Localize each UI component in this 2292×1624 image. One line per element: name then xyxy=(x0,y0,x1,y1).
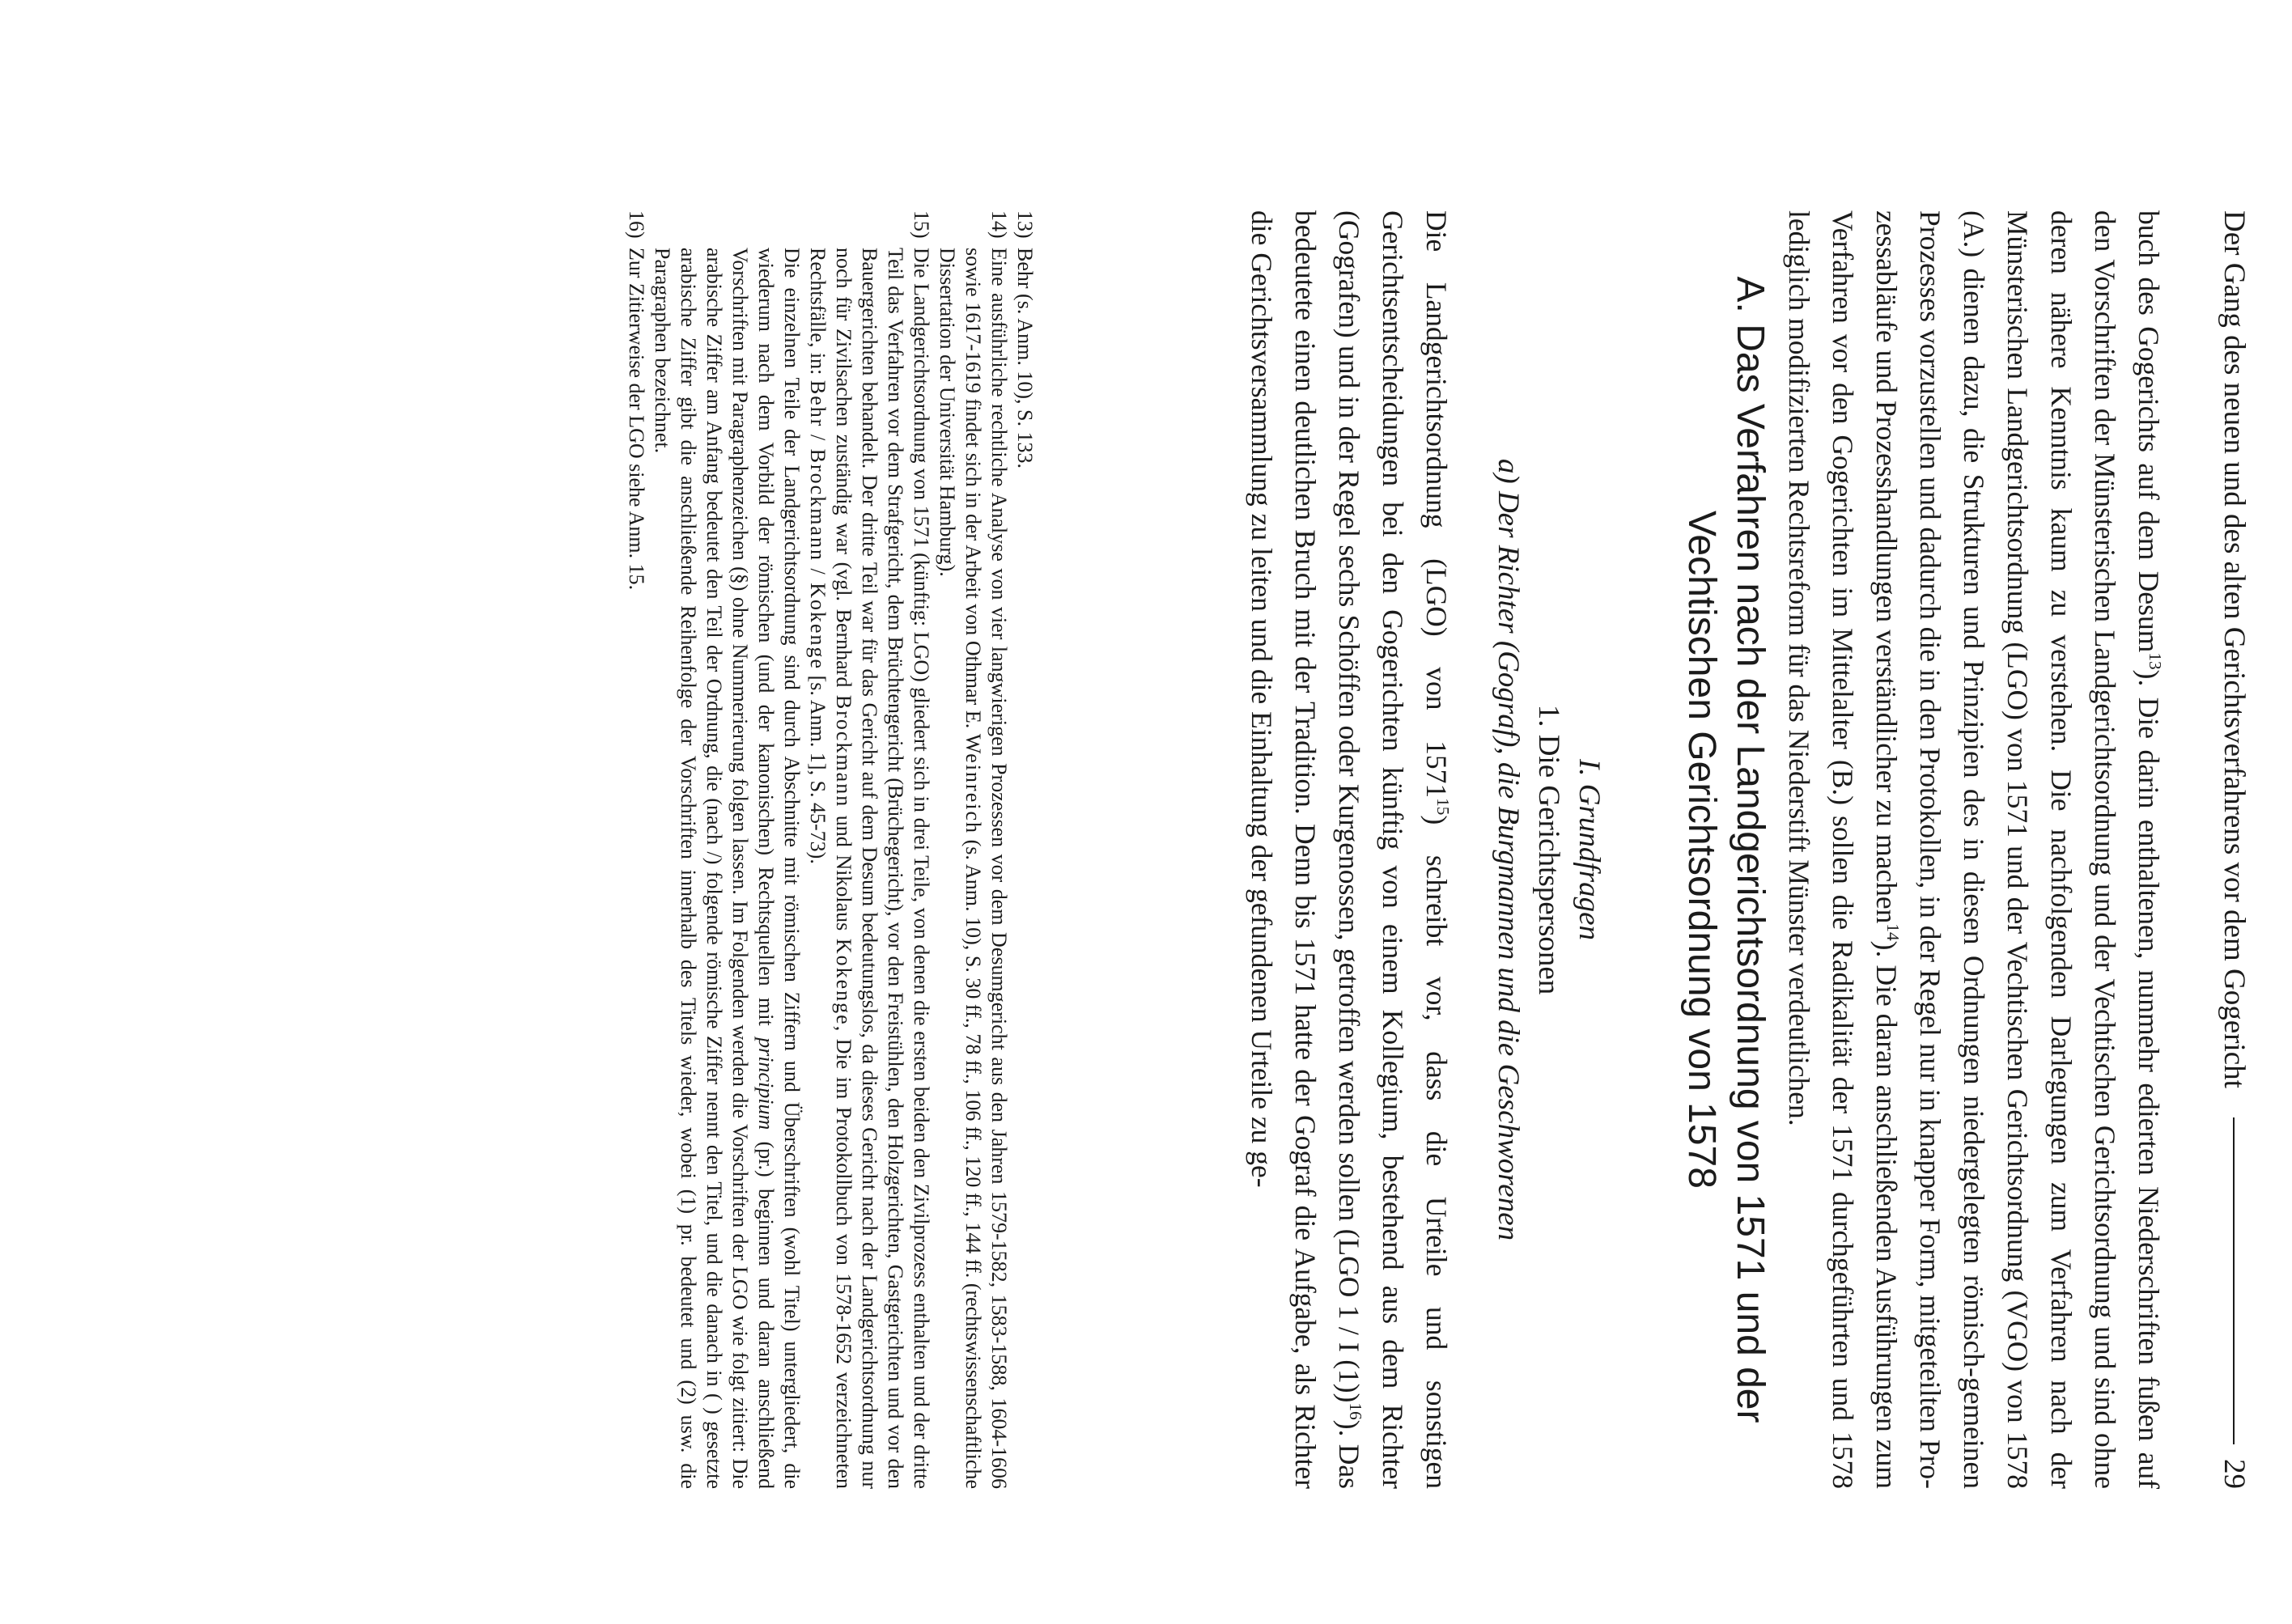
header-rule xyxy=(2233,1117,2235,1444)
running-header xyxy=(2203,210,2252,1489)
section-heading-line-2: Vechtischen Gerichtsordnung von 1578 xyxy=(1680,511,1723,1189)
footnote-16 xyxy=(623,210,649,1489)
intro-text-2: ). Die darin enthaltenen, nunmehr edierten Niederschriften fußen auf den Vorschriften der Münsterischen Landgerichtsordnung und der Vechtischen Gerichtsordnung und sind ohne deren nähere Kenntnis kaum zu verstehen. Die nachfolgenden Darlegungen zum Verfahren nach der Münsterischen Landgerichtsordnung (LGO) von 1571 und der Vechtischen Gerichtsordnung (VGO) von 1578 (A.) dienen dazu, die Strukturen und Prinzipien des in diesen Ordnungen niedergelegten römisch-gemeinen Prozesses vorzustellen und dadurch die in den Protokollen, in der Regel nur in knapper Form, mitgeteilten Prozessabläufe und Prozesshandlungen verständlicher zu machen xyxy=(1870,210,2165,1489)
lgo-paragraph xyxy=(1240,210,1458,1489)
author-names: Behr / Brockmann / Kokenge xyxy=(806,379,830,671)
running-title: Der Gang des neuen und des alten Gerichtsverfahrens vor dem Gogericht xyxy=(2218,210,2251,1088)
subheading-richter: a) Der Richter (Gograf), die Burgmannen und die Geschworenen xyxy=(1492,458,1525,1241)
footnote-15 xyxy=(649,210,934,1489)
footnote-15-text-e: Die einzelnen Teile der Landgerichtsordnung sind durch Abschnitte mit römischen Ziffern und Überschriften (wohl Titel) untergliedert, die wiederum nach dem Vorbild der römischen (und der kanonischen) Rechtsquellen mit xyxy=(754,248,804,1489)
footnote-text xyxy=(649,248,934,1489)
footnote-15-text-a: Die Landgerichtsordnung von 1571 (künftig: LGO) gliedert sich in drei Teile, von denen die ersten beiden den Zivilprozess enthalten und der dritte Teil das Verfahren vor dem Strafgericht, dem Brüchtengericht (Brüchegericht), vor den Freistühlen, den Holzgerichten, Gastgerichten und vor den Bauergerichten behandelt. Der dritte Teil war für das Gericht auf dem Desum bedeutungslos, da dieses Gericht nach der Landgerichtsordnung nur noch für Zivilsachen zuständig war (vgl. Bernhard xyxy=(832,248,933,1489)
footnote-text: Behr (s. Anm. 10), S. 133. xyxy=(1013,248,1037,469)
intro-text-1: buch des Gogerichts auf dem Desum xyxy=(2133,210,2165,653)
footnote-ref-16[interactable]: 16 xyxy=(1345,1402,1365,1420)
intro-text-3: ). Die daran anschließenden Ausführungen zum Verfahren vor den Gogerichten im Mittelalter (B.) sollen die Radikalität der 1571 durchgeführten und 1578 lediglich modifizierten Rechtsreform für das Niederstift Münster verdeutlichen. xyxy=(1783,210,1903,1489)
section-heading xyxy=(1677,210,1774,1489)
footnote-ref-14[interactable]: 14 xyxy=(1882,923,1903,941)
footnote-text xyxy=(934,248,1012,1489)
intro-paragraph xyxy=(1777,210,2171,1489)
subheading-grundfragen: I. Grundfragen xyxy=(1573,758,1606,941)
author-name: Kokenge xyxy=(832,938,855,1026)
footnote-13 xyxy=(1012,210,1038,1489)
footnote-15-text-c: , Die im Protokollbuch von 1578-1652 verzeichneten Rechtsfälle, in: xyxy=(806,248,855,1489)
section-heading-line-1: A. Das Verfahren nach der Landgerichtsordnung von 1571 und der xyxy=(1729,276,1772,1423)
latin-term: principium xyxy=(754,1037,778,1130)
footnote-15-text-f: (pr.) beginnen und daran anschließend Vorschriften mit Paragraphenzeichen (§) ohne Nummerierung folgen lassen. Im Folgenden werden die Vorschriften der LGO wie folgt zitiert: Die arabische Ziffer am Anfang bedeutet den Teil der Ordnung, die (nach /) folgende römische Ziffer nennt den Titel, und die danach in ( ) gesetzte arabische Ziffer gibt die anschließende Reihenfolge der Vorschriften innerhalb des Titels wieder, wobei (1) pr. bedeutet und (2) usw. die Paragraphen bezeichnet. xyxy=(651,248,778,1489)
footnote-ref-15[interactable]: 15 xyxy=(1432,798,1453,816)
footnote-ref-13[interactable]: 13 xyxy=(2145,652,2165,670)
footnote-15-text-b: und Nikolaus xyxy=(832,808,855,939)
footnote-14 xyxy=(934,210,1012,1489)
lgo-text-3: ). Das bedeutete einen deutlichen Bruch mit der Tradition. Denn bis 1571 hatte der Gograf die Aufgabe, als Richter die Gerichtsversammlung zu leiten und die Einhaltung der gefundenen Urteile zu ge- xyxy=(1246,210,1365,1490)
footnote-number: 13) xyxy=(1013,210,1037,239)
footnotes xyxy=(623,210,1038,1489)
author-name: Weinreich xyxy=(961,733,985,835)
footnote-number: 14) xyxy=(987,210,1011,239)
footnote-number: 16) xyxy=(625,210,648,239)
page-number: 29 xyxy=(2218,1459,2251,1489)
footnote-15-text-d: [s. Anm. 1], S. 45-73). xyxy=(806,670,830,864)
lgo-text-1: Die Landgerichtsordnung (LGO) von 1571 xyxy=(1420,210,1453,799)
footnote-14-text-b: (s. Anm. 10), S. 30 ff., 78 ff., 106 ff., 120 ff., 144 ff. (rechtswissenschaftliche Dissertation der Universität Hamburg). xyxy=(936,248,985,1489)
footnote-number: 15) xyxy=(910,210,933,239)
subheading-gerichtspersonen: 1. Die Gerichtspersonen xyxy=(1532,704,1565,995)
footnote-14-text-a: Eine ausführliche rechtliche Analyse von vier langwierigen Prozessen vor dem Desumgericht aus den Jahren 1579-1582, 1583-1588, 1604-1606 sowie 1617-1619 findet sich in der Arbeit von Othmar E. xyxy=(961,248,1011,1489)
author-name: Brockmann xyxy=(832,694,855,808)
footnote-text: Zur Zitierweise der LGO siehe Anm. 15. xyxy=(625,248,648,591)
lgo-text-2: ) schreibt vor, dass die Urteile und sonstigen Gerichtsentscheidungen bei den Gogerichten künftig von einem Kollegium, bestehend aus dem Richter (Gografen) und in der Regel sechs Schöffen oder Kurgenossen, getroffen werden sollen (LGO 1 / I (1)) xyxy=(1333,210,1453,1490)
